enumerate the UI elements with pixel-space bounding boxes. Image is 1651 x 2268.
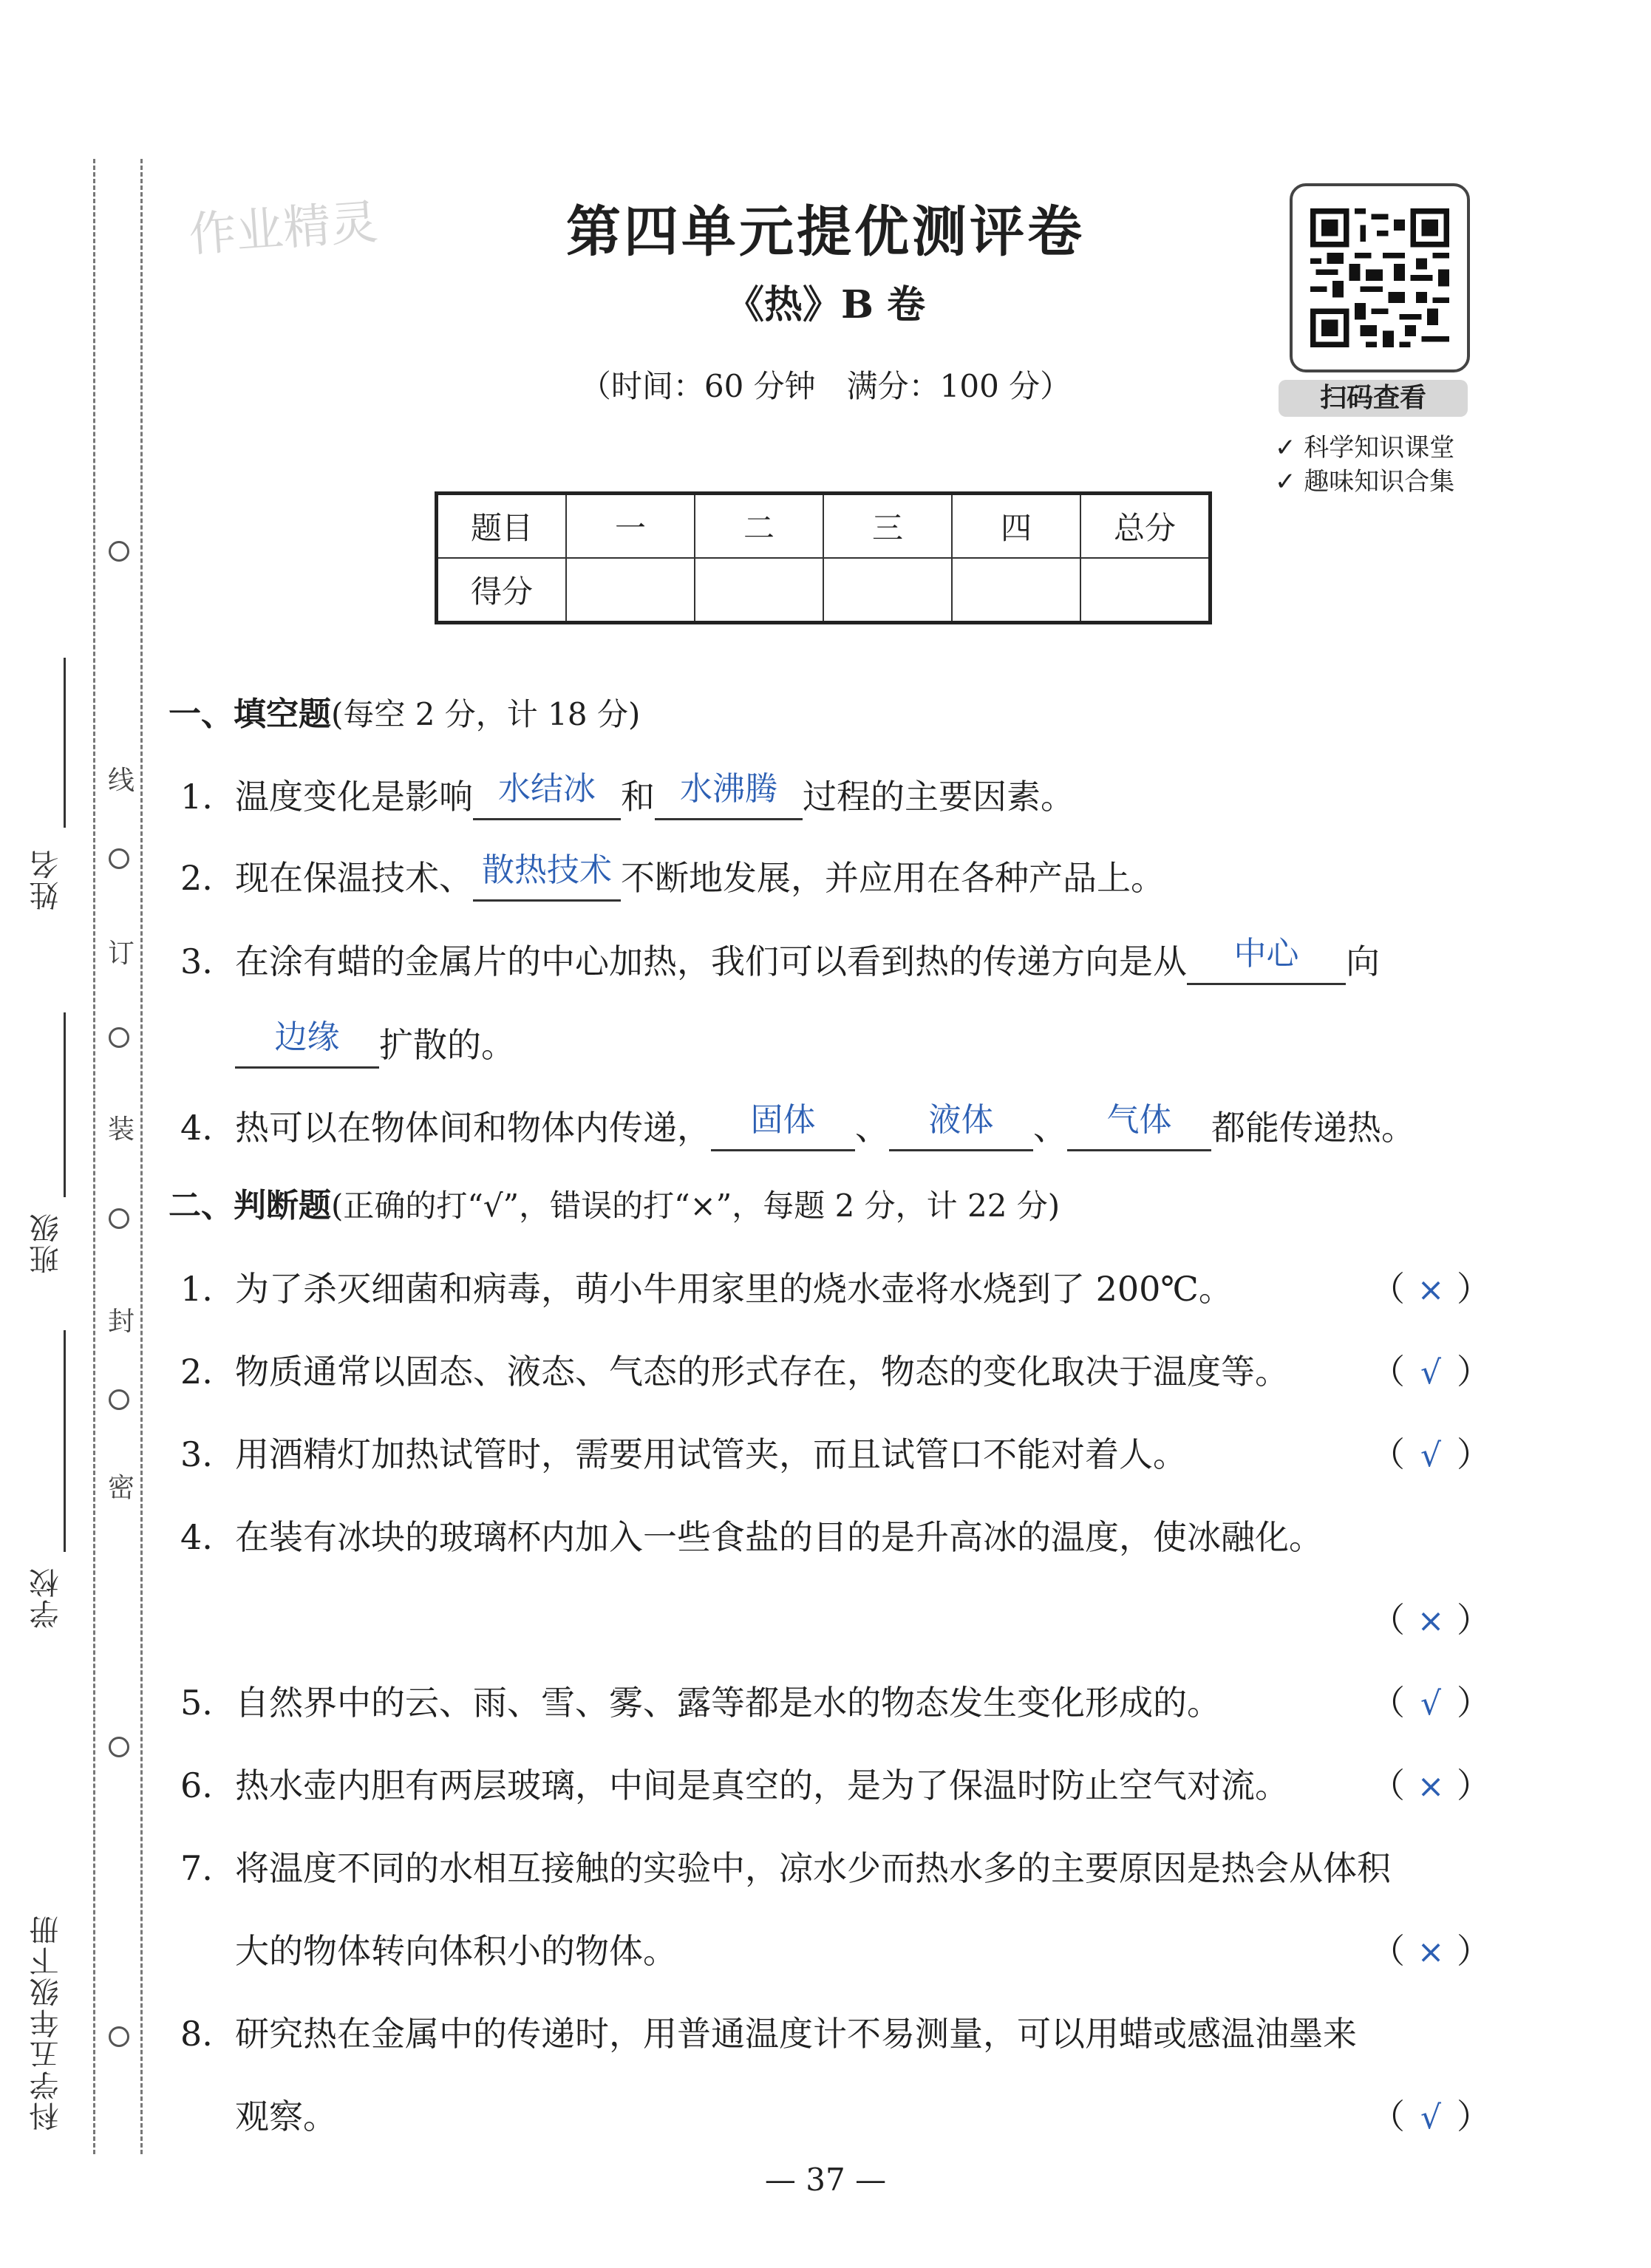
table-row-label: 得分: [437, 558, 567, 623]
section-1-note: (每空 2 分，计 18 分): [331, 696, 641, 732]
seal-word-secret: 密: [107, 1473, 135, 1503]
page-title: 第四单元提优测评卷: [566, 200, 1085, 264]
class-write-line: [64, 1012, 66, 1197]
fill-question-2: 2. 现在保温技术、 散热技术 不断地发展，并应用在各种产品上。: [180, 851, 1165, 902]
judge-question-1: 1. 为了杀灭细菌和病毒，萌小牛用家里的烧水壶将水烧到了 200℃。: [180, 1269, 1233, 1309]
handwritten-answer: 气体: [1106, 1101, 1172, 1139]
judge-question-8-cont: 观察。: [235, 2097, 337, 2136]
judge-answer-box[interactable]: （ × ）: [1371, 1931, 1491, 1971]
answer-blank[interactable]: [235, 1019, 379, 1069]
answer-blank[interactable]: [711, 1102, 855, 1151]
section-1-title: 一、填空题: [168, 695, 331, 733]
score-cell[interactable]: [566, 558, 695, 623]
answer-blank[interactable]: [1187, 936, 1346, 985]
seal-word-bind: 订: [107, 939, 135, 969]
answer-blank[interactable]: [473, 771, 621, 820]
score-cell[interactable]: [823, 558, 952, 623]
judge-question-6: 6. 热水壶内胆有两层玻璃，中间是真空的，是为了保温时防止空气对流。: [180, 1765, 1289, 1805]
check-icon: ✓: [1275, 433, 1304, 463]
judge-answer-box[interactable]: （ √ ）: [1371, 1434, 1491, 1474]
margin-circle: [109, 1737, 129, 1757]
score-cell[interactable]: [1080, 558, 1211, 623]
table-header-cell: 二: [695, 494, 823, 559]
score-table-score-row: [437, 558, 1211, 623]
judge-answer-box[interactable]: （ √ ）: [1371, 1352, 1491, 1392]
judge-mark: ×: [1417, 1768, 1445, 1805]
scan-button[interactable]: [1279, 380, 1468, 417]
judge-answer-box[interactable]: （ × ）: [1371, 1269, 1491, 1309]
handwritten-answer: 中心: [1233, 935, 1299, 973]
table-header-cell: 三: [823, 494, 952, 559]
handwritten-answer: 散热技术: [482, 851, 612, 889]
answer-blank[interactable]: [655, 771, 803, 820]
page-number: — 37 —: [764, 2162, 887, 2198]
binding-dash-line-outer: [93, 159, 95, 2154]
judge-mark: √: [1420, 1685, 1442, 1723]
judge-question-4: 4. 在装有冰块的玻璃杯内加入一些食盐的目的是升高冰的温度，使冰融化。: [180, 1517, 1323, 1557]
section-1-heading: [168, 687, 640, 735]
table-header-cell: 题目: [437, 494, 567, 559]
scan-label: 扫码查看: [1319, 383, 1426, 413]
school-write-line: [64, 1330, 66, 1552]
judge-mark: √: [1420, 2099, 1442, 2136]
judge-mark: ×: [1417, 1271, 1445, 1309]
table-header-cell: 四: [952, 494, 1080, 559]
binding-dash-line-inner: [140, 159, 143, 2154]
time-info: （时间：60 分钟 满分：100 分）: [579, 368, 1072, 404]
page-subtitle: 《热》B 卷: [725, 282, 926, 327]
judge-answer-box[interactable]: （ × ）: [1371, 1765, 1491, 1805]
margin-circle: [109, 848, 129, 869]
margin-circle: [109, 1027, 129, 1048]
table-header-cell: 总分: [1080, 494, 1211, 559]
score-cell[interactable]: [695, 558, 823, 623]
check-icon: ✓: [1275, 467, 1304, 497]
qr-code-frame[interactable]: [1290, 183, 1470, 372]
judge-question-3: 3. 用酒精灯加热试管时，需要用试管夹，而且试管口不能对着人。: [180, 1434, 1187, 1474]
judge-mark: √: [1420, 1354, 1442, 1392]
qr-feature-item: ✓ 科学知识课堂: [1275, 433, 1455, 463]
judge-question-2: 2. 物质通常以固态、液态、气态的形式存在，物态的变化取决于温度等。: [180, 1352, 1289, 1392]
seal-word-line: 线: [107, 766, 135, 796]
margin-class-label: 班级: [30, 1212, 64, 1274]
section-2-note: (正确的打“√”，错误的打“×”，每题 2 分，计 22 分): [331, 1188, 1061, 1224]
judge-mark: ×: [1417, 1602, 1445, 1640]
judge-question-8: 8. 研究热在金属中的传递时，用普通温度计不易测量，可以用蜡或感温油墨来: [180, 2014, 1357, 2054]
score-cell[interactable]: [952, 558, 1080, 623]
seal-word-seal: 封: [107, 1307, 135, 1337]
margin-name-label: 姓名: [30, 848, 64, 910]
score-table: [435, 491, 1212, 624]
section-2-heading: [168, 1179, 1060, 1226]
qr-feature-item: ✓ 趣味知识合集: [1275, 467, 1455, 497]
judge-answer-box[interactable]: （ √ ）: [1371, 1683, 1491, 1723]
handwritten-answer: 水结冰: [498, 770, 596, 808]
answer-blank[interactable]: [473, 852, 621, 902]
seal-word-pack: 装: [107, 1114, 135, 1145]
judge-answer-box[interactable]: （ √ ）: [1371, 2097, 1491, 2136]
margin-circle: [109, 541, 129, 562]
handwritten-answer: 水沸腾: [680, 770, 777, 808]
margin-book-label: 科学五年级下册: [30, 1914, 64, 2131]
margin-circle: [109, 1389, 129, 1410]
qr-code-icon: [1310, 204, 1449, 352]
fill-question-3-cont: 边缘 扩散的。: [235, 1018, 515, 1069]
judge-question-7: 7. 将温度不同的水相互接触的实验中，凉水少而热水多的主要原因是热会从体积: [180, 1848, 1391, 1888]
fill-question-3: 3. 在涂有蜡的金属片的中心加热，我们可以看到热的传递方向是从 中心 向: [180, 935, 1380, 985]
handwritten-answer: 边缘: [274, 1018, 340, 1056]
handwritten-answer: 固体: [750, 1101, 816, 1139]
fill-question-4: 4. 热可以在物体间和物体内传递， 固体 、 液体 、 气体 都能传递热。: [180, 1101, 1415, 1151]
judge-mark: ×: [1417, 1933, 1445, 1971]
margin-circle: [109, 2026, 129, 2047]
judge-answer-box[interactable]: （ × ）: [1371, 1600, 1491, 1640]
table-header-cell: 一: [566, 494, 695, 559]
judge-question-7-cont: 大的物体转向体积小的物体。: [235, 1931, 677, 1971]
judge-mark: √: [1420, 1437, 1442, 1474]
margin-circle: [109, 1208, 129, 1229]
name-write-line: [64, 658, 66, 828]
judge-question-5: 5. 自然界中的云、雨、雪、雾、露等都是水的物态发生变化形成的。: [180, 1683, 1221, 1723]
fill-question-1: 1. 温度变化是影响 水结冰 和 水沸腾 过程的主要因素。: [180, 770, 1075, 820]
section-2-title: 二、判断题: [168, 1187, 331, 1225]
watermark-logo: 作业精灵: [187, 195, 380, 263]
score-table-header-row: [437, 494, 1211, 559]
answer-blank[interactable]: [889, 1102, 1033, 1151]
margin-school-label: 学校: [30, 1567, 64, 1629]
handwritten-answer: 液体: [928, 1101, 994, 1139]
answer-blank[interactable]: [1067, 1102, 1211, 1151]
